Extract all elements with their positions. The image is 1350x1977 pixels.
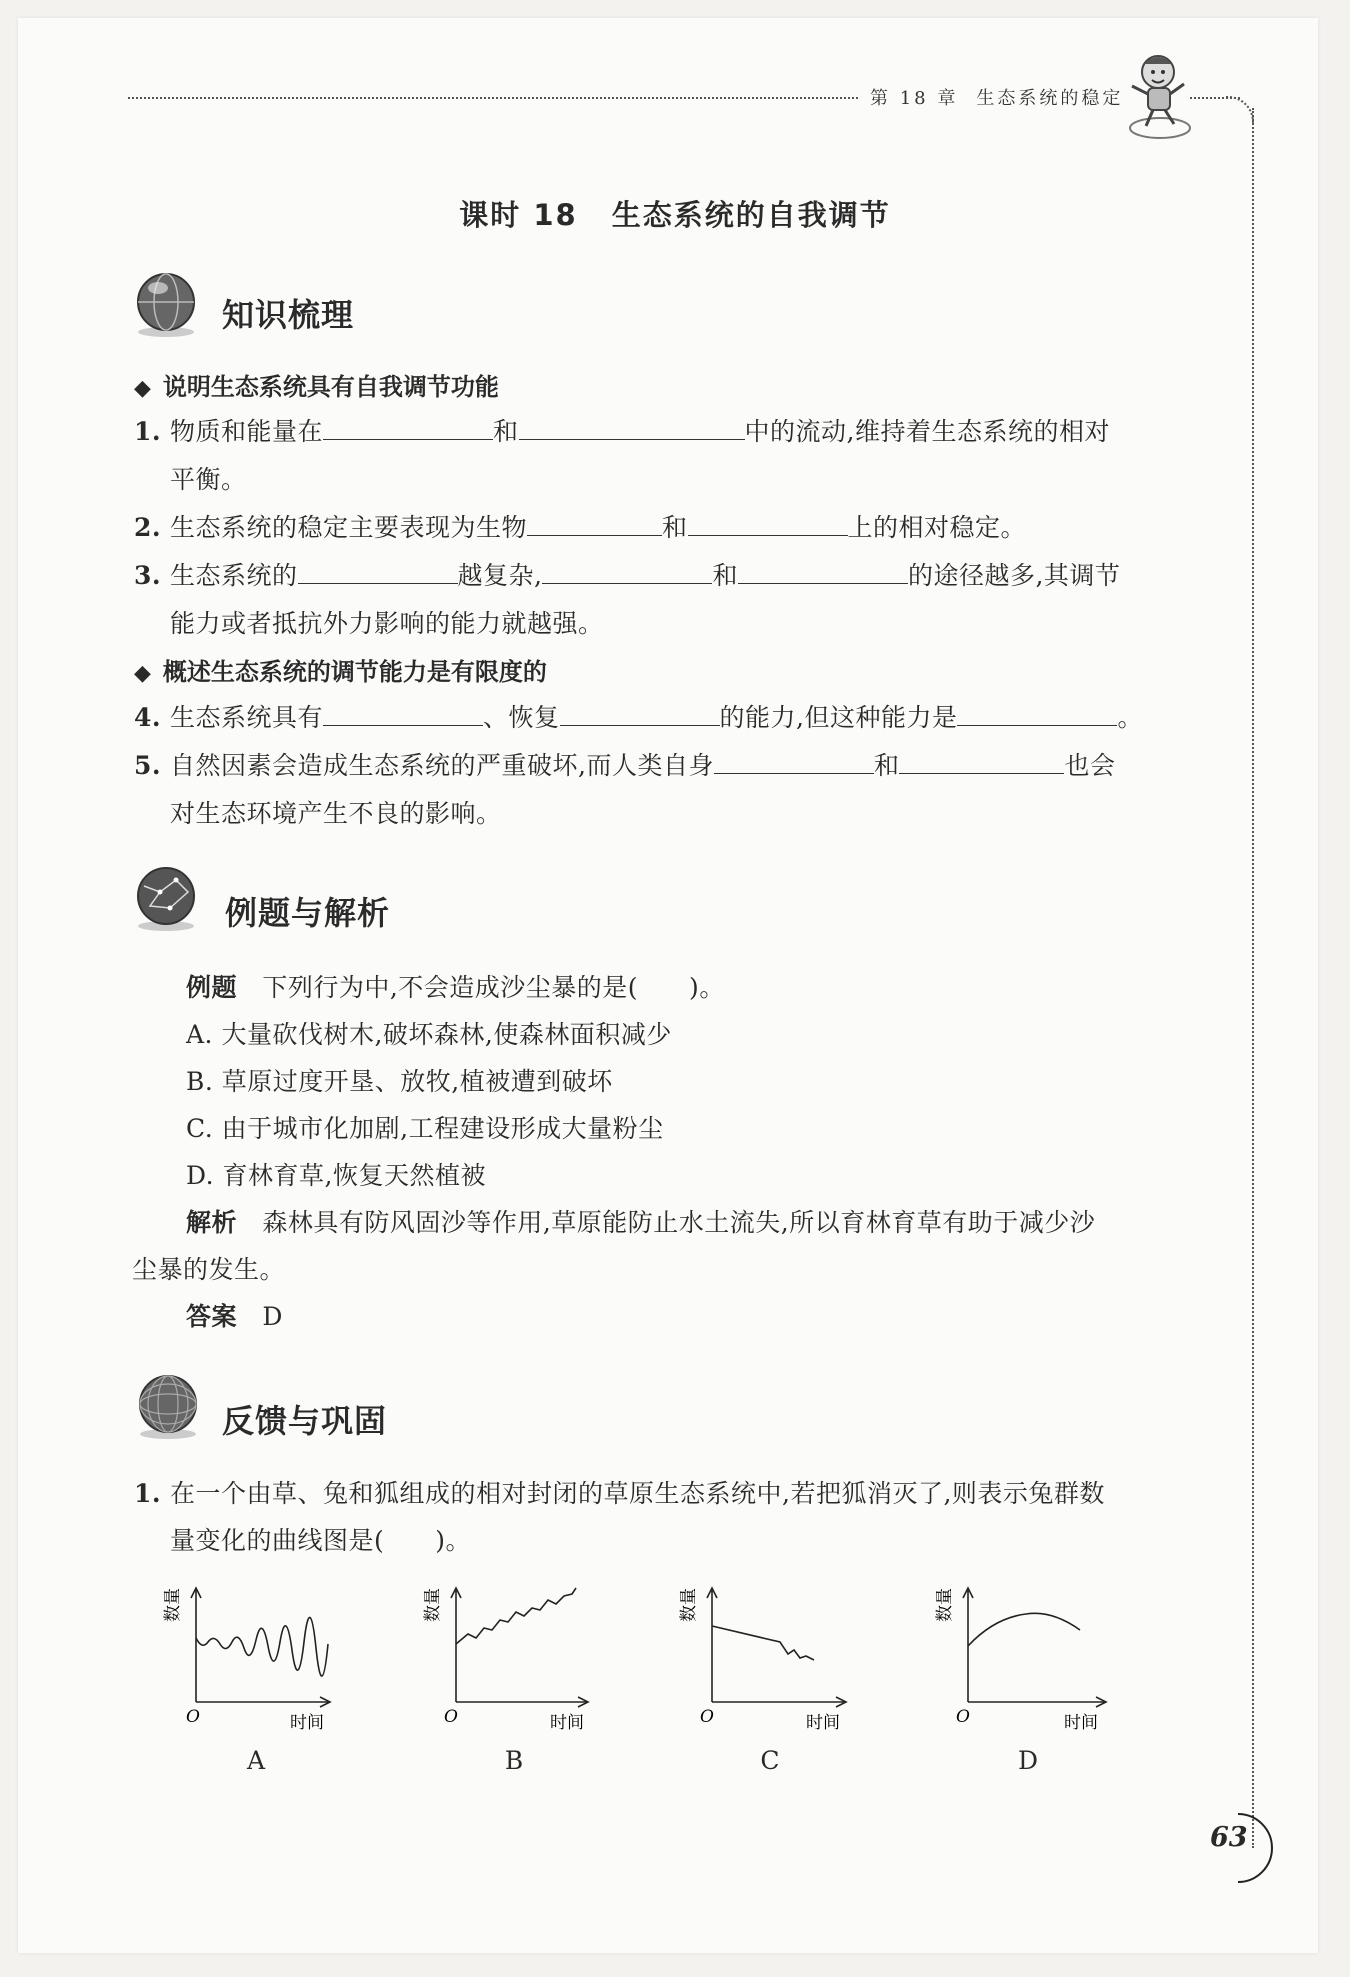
answer — [186, 1297, 283, 1333]
x-axis-label: 时间 — [550, 1713, 584, 1733]
running-header — [870, 84, 1141, 110]
answer-blank[interactable] — [542, 561, 712, 584]
y-axis-label: 数量 — [935, 1588, 955, 1622]
item-number: 4. — [134, 703, 162, 732]
fill-item-3-cont: 能力或者抵抗外力影响的能力就越强。 — [170, 609, 604, 638]
chapter-title: 生态系统的稳定 — [976, 88, 1124, 109]
answer-blank[interactable] — [688, 513, 848, 536]
y-axis-label: 数量 — [423, 1588, 443, 1622]
item-text: 。 — [1117, 703, 1143, 732]
section-title-practice: 反馈与巩固 — [222, 1402, 388, 1440]
page-edge-rule — [1252, 108, 1254, 1848]
answer-blank[interactable] — [714, 751, 874, 774]
item-number: 2. — [134, 513, 162, 542]
example-text: 下列行为中,不会造成沙尘暴的是( )。 — [262, 973, 725, 1002]
item-number: 3. — [134, 561, 162, 590]
network-globe-icon — [130, 862, 202, 934]
analysis-cont: 尘暴的发生。 — [132, 1255, 286, 1284]
graph-d — [935, 1588, 1106, 1733]
page-number: 63 — [1210, 1822, 1248, 1853]
section-title-knowledge: 知识梳理 — [222, 296, 355, 334]
item-text: 越复杂, — [457, 561, 543, 590]
item-text: 上的相对稳定。 — [847, 513, 1027, 542]
answer-blank[interactable] — [738, 561, 908, 584]
curve-b — [456, 1588, 576, 1644]
answer-blank[interactable] — [957, 703, 1117, 726]
graph-label-b[interactable]: B — [504, 1746, 524, 1775]
practice-question-1-cont: 量变化的曲线图是( )。 — [170, 1526, 472, 1555]
answer-blank[interactable] — [519, 417, 745, 440]
origin-label: O — [956, 1707, 970, 1727]
item-text: 的途径越多,其调节 — [907, 561, 1121, 590]
curve-a — [196, 1617, 328, 1676]
origin-label: O — [444, 1707, 458, 1727]
answer-blank[interactable] — [323, 417, 493, 440]
example-label: 例题 — [186, 973, 238, 1002]
answer-blank[interactable] — [560, 703, 720, 726]
item-text: 生态系统的 — [170, 561, 298, 590]
item-number: 1. — [134, 417, 162, 446]
analysis — [186, 1203, 1095, 1239]
topic-text: 说明生态系统具有自我调节功能 — [162, 373, 499, 401]
example-question — [186, 968, 725, 1004]
fill-item-2 — [134, 508, 1026, 544]
graph-label-c[interactable]: C — [760, 1746, 780, 1775]
grid-globe-icon — [132, 1370, 204, 1442]
item-text: 和 — [493, 417, 519, 446]
item-text: 中的流动,维持着生态系统的相对 — [744, 417, 1110, 446]
graph-label-a[interactable]: A — [246, 1746, 266, 1775]
diamond-icon: ◆ — [134, 376, 151, 401]
globe-icon — [130, 268, 202, 340]
graph-c — [679, 1588, 846, 1733]
question-text: 在一个由草、兔和狐组成的相对封闭的草原生态系统中,若把狐消灭了,则表示兔群数 — [170, 1479, 1105, 1508]
item-text: 的能力,但这种能力是 — [719, 703, 958, 732]
origin-label: O — [186, 1707, 200, 1727]
item-text: 也会 — [1064, 751, 1116, 780]
y-axis-label: 数量 — [679, 1588, 699, 1622]
item-text: 和 — [662, 513, 688, 542]
item-text: 物质和能量在 — [170, 417, 324, 446]
answer-label: 答案 — [186, 1302, 238, 1331]
item-text: 和 — [873, 751, 900, 780]
option-a: A. 大量砍伐树木,破坏森林,使森林面积减少 — [186, 1020, 672, 1049]
lesson-title — [0, 193, 1350, 234]
graph-label-d[interactable]: D — [1017, 1746, 1039, 1775]
option-b: B. 草原过度开垦、放牧,植被遭到破坏 — [186, 1067, 613, 1096]
choice-graphs — [150, 1580, 1150, 1760]
chapter-number: 第 18 章 — [870, 88, 959, 109]
option-c: C. 由于城市化加剧,工程建设形成大量粉尘 — [186, 1114, 664, 1143]
y-axis-label: 数量 — [163, 1588, 183, 1622]
analysis-text: 森林具有防风固沙等作用,草原能防止水土流失,所以育林育草有助于减少沙 — [262, 1208, 1096, 1237]
lesson-number: 课时 18 — [459, 198, 578, 232]
graph-b — [423, 1588, 588, 1733]
section-title-examples: 例题与解析 — [225, 894, 391, 932]
origin-label: O — [700, 1707, 714, 1727]
answer-value: D — [262, 1302, 283, 1331]
practice-question-1 — [134, 1474, 1105, 1510]
item-text: 自然因素会造成生态系统的严重破坏,而人类自身 — [170, 751, 714, 780]
fill-item-1 — [134, 412, 1110, 448]
topic-heading — [134, 652, 547, 687]
fill-item-5 — [134, 746, 1115, 782]
x-axis-label: 时间 — [806, 1713, 840, 1733]
fill-item-1-cont: 平衡。 — [170, 465, 247, 494]
analysis-label: 解析 — [186, 1208, 238, 1237]
header-rule — [128, 97, 858, 99]
diamond-icon: ◆ — [134, 661, 151, 686]
graph-a — [163, 1588, 330, 1733]
answer-blank[interactable] — [323, 703, 483, 726]
fill-item-5-cont: 对生态环境产生不良的影响。 — [170, 799, 502, 828]
item-number: 1. — [134, 1479, 162, 1508]
answer-blank[interactable] — [527, 513, 662, 536]
topic-heading — [134, 367, 499, 402]
answer-blank[interactable] — [899, 751, 1064, 774]
topic-text: 概述生态系统的调节能力是有限度的 — [162, 658, 547, 686]
curve-c — [712, 1626, 814, 1660]
x-axis-label: 时间 — [1064, 1713, 1098, 1733]
item-text: 、恢复 — [483, 703, 560, 732]
option-d: D. 育林育草,恢复天然植被 — [186, 1161, 486, 1190]
item-number: 5. — [134, 751, 162, 780]
answer-blank[interactable] — [298, 561, 458, 584]
lesson-title-text: 生态系统的自我调节 — [611, 198, 891, 232]
item-text: 和 — [712, 561, 738, 590]
item-text: 生态系统具有 — [170, 703, 324, 732]
fill-item-4 — [134, 698, 1143, 734]
fill-item-3 — [134, 556, 1120, 592]
mascot-icon — [1120, 50, 1198, 142]
item-text: 生态系统的稳定主要表现为生物 — [170, 513, 528, 542]
curve-d — [968, 1613, 1080, 1646]
x-axis-label: 时间 — [290, 1713, 324, 1733]
